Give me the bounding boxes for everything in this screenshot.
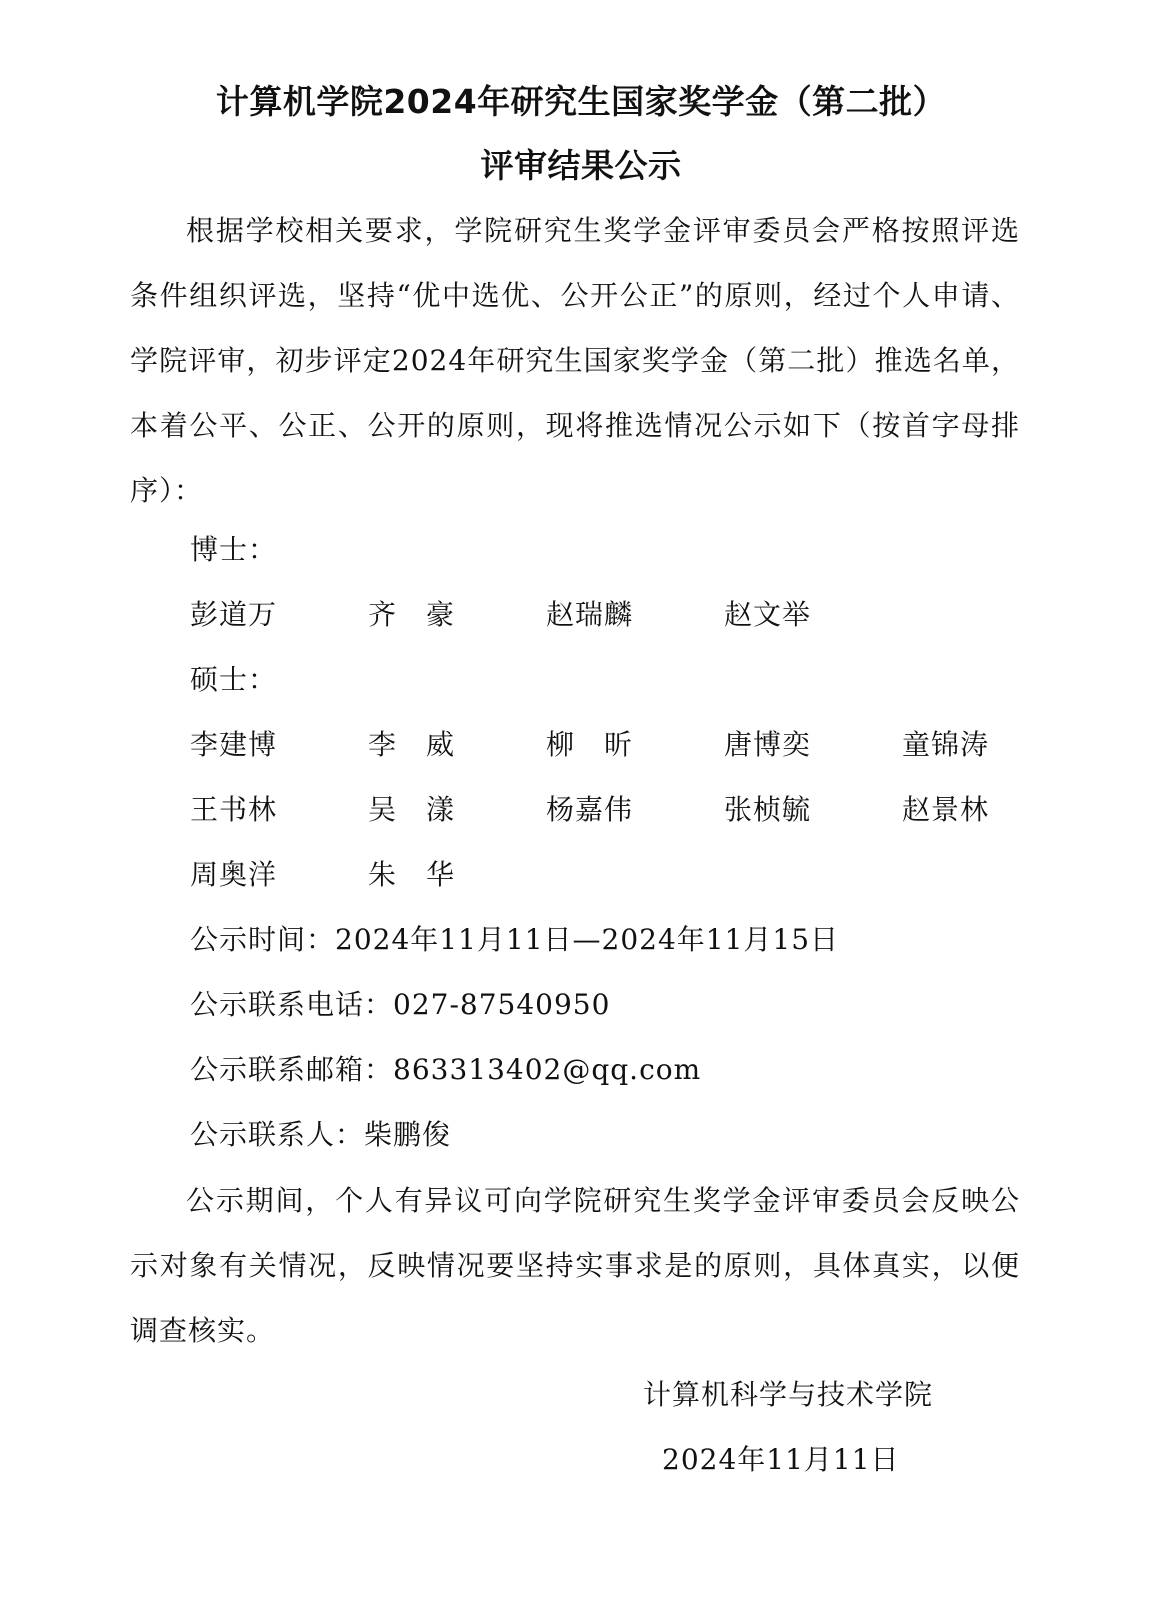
masters-name: 吴 漾 [368,793,456,826]
masters-name: 周奥洋 [190,858,278,891]
phd-names-row [190,595,1090,635]
masters-name: 王书林 [190,793,278,826]
contact-phone: 公示联系电话：027-87540950 [190,988,611,1021]
masters-name: 李 威 [368,728,456,761]
masters-name: 柳 昕 [546,728,634,761]
phd-name: 赵文举 [724,598,812,631]
phd-label: 博士： [190,533,278,566]
masters-names-row [190,855,1090,895]
masters-names-row [190,790,1090,830]
objection-paragraph: 公示期间，个人有异议可向学院研究生奖学金评审委员会反映公示对象有关情况，反映情况要坚持实事求是的原则，具体真实，以便调查核实。 [130,1184,1020,1347]
masters-name: 李建博 [190,728,278,761]
masters-name: 赵景林 [902,793,990,826]
signature-organization: 计算机科学与技术学院 [643,1378,934,1411]
masters-name: 唐博奕 [724,728,812,761]
masters-label: 硕士： [190,663,278,696]
phd-name: 彭道万 [190,598,278,631]
contact-person: 公示联系人：柴鹏俊 [190,1118,452,1151]
intro-paragraph: 根据学校相关要求，学院研究生奖学金评审委员会严格按照评选条件组织评选，坚持“优中选优、公开公正”的原则，经过个人申请、学院评审，初步评定2024年研究生国家奖学金（第二批）推选名单，本着公平、公正、公开的原则，现将推选情况公示如下（按首字母排序）： [130,214,1020,507]
phd-name: 齐 豪 [368,598,456,631]
masters-name: 朱 华 [368,858,456,891]
masters-name: 童锦涛 [902,728,990,761]
masters-names-row [190,725,1090,765]
document-title: 计算机学院2024年研究生国家奖学金（第二批） [215,82,947,121]
phd-name: 赵瑞麟 [546,598,634,631]
document-subtitle: 评审结果公示 [480,146,682,185]
notice-period: 公示时间：2024年11月11日—2024年11月15日 [190,923,840,956]
masters-name: 张桢毓 [724,793,812,826]
masters-name: 杨嘉伟 [546,793,634,826]
contact-email: 公示联系邮箱：863313402@qq.com [190,1053,702,1086]
signature-date: 2024年11月11日 [662,1443,900,1476]
